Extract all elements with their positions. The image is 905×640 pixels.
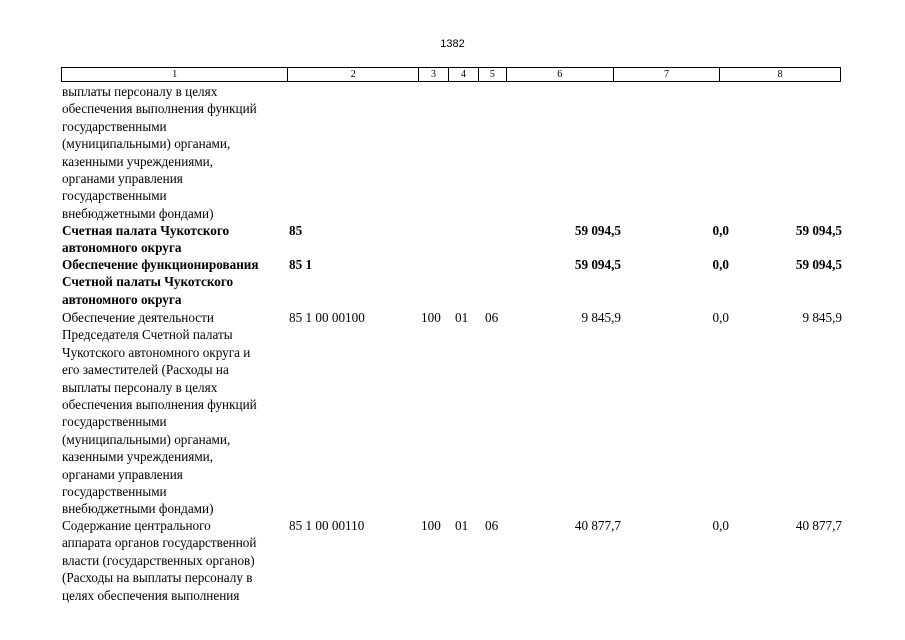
- row-amount: 40 877,7: [574, 518, 621, 533]
- description-line: Обеспечение деятельности: [62, 310, 214, 325]
- row-code: 85 1 00 00100: [289, 310, 365, 325]
- row-description: [62, 309, 289, 518]
- description-line: его заместителей (Расходы на: [62, 362, 229, 378]
- description-line: Председателя Счетной палаты: [62, 327, 233, 343]
- row-change: 0,0: [712, 257, 729, 272]
- row-total: 59 094,5: [795, 257, 842, 272]
- description-line: Счетная палата Чукотского: [62, 223, 230, 238]
- row-description: [62, 222, 289, 257]
- header-col-7: 7: [614, 68, 721, 81]
- description-line: внебюджетными фондами): [62, 501, 214, 517]
- description-line: целях обеспечения выполнения: [62, 587, 240, 603]
- row-code: 85: [289, 223, 303, 238]
- header-col-3: 3: [419, 68, 449, 81]
- header-col-5: 5: [479, 68, 507, 81]
- description-line: Чукотского автономного округа и: [62, 344, 251, 360]
- row-description: [62, 517, 289, 604]
- row-amount: 59 094,5: [574, 257, 621, 272]
- description-line: государственными: [62, 484, 167, 500]
- description-line: (Расходы на выплаты персоналу в: [62, 570, 253, 586]
- row-description: [62, 256, 289, 308]
- header-col-2: 2: [288, 68, 419, 81]
- description-line: выплаты персоналу в целях: [62, 84, 218, 99]
- table-header: [61, 67, 841, 82]
- page-number: 1382: [440, 38, 465, 50]
- description-line: органами управления: [62, 171, 183, 187]
- row-pr: 01: [455, 518, 469, 533]
- description-line: обеспечения выполнения функций: [62, 101, 257, 117]
- row-code: 85 1: [289, 257, 313, 272]
- row-vr: 06: [485, 310, 499, 325]
- description-line: власти (государственных органов): [62, 552, 255, 568]
- row-pr: 01: [455, 310, 469, 325]
- row-amount: 9 845,9: [581, 310, 621, 325]
- row-rz: 100: [421, 518, 441, 533]
- header-col-6: 6: [507, 68, 614, 81]
- description-line: органами управления: [62, 466, 183, 482]
- description-line: Обеспечение функционирования: [62, 257, 259, 272]
- header-col-1: 1: [62, 68, 288, 81]
- description-line: Содержание центрального: [62, 518, 211, 533]
- row-change: 0,0: [712, 310, 729, 325]
- description-line: автономного округа: [62, 240, 182, 256]
- header-col-4: 4: [449, 68, 479, 81]
- description-line: государственными: [62, 118, 167, 134]
- description-line: казенными учреждениями,: [62, 153, 214, 169]
- header-col-8: 8: [777, 69, 783, 80]
- description-line: (муниципальными) органами,: [62, 431, 231, 447]
- row-change: 0,0: [712, 518, 729, 533]
- row-total: 9 845,9: [802, 310, 842, 325]
- description-line: внебюджетными фондами): [62, 205, 214, 221]
- description-line: Счетной палаты Чукотского: [62, 274, 234, 290]
- row-rz: 100: [421, 310, 441, 325]
- description-line: государственными: [62, 188, 167, 204]
- row-total: 40 877,7: [795, 518, 842, 533]
- row-total: 59 094,5: [795, 223, 842, 238]
- description-line: выплаты персоналу в целях: [62, 379, 218, 395]
- description-line: (муниципальными) органами,: [62, 136, 231, 152]
- row-description: [62, 83, 289, 222]
- description-line: обеспечения выполнения функций: [62, 397, 257, 413]
- row-amount: 59 094,5: [574, 223, 621, 238]
- description-line: казенными учреждениями,: [62, 449, 214, 465]
- row-code: 85 1 00 00110: [289, 518, 365, 533]
- description-line: аппарата органов государственной: [62, 535, 257, 551]
- description-line: автономного округа: [62, 291, 182, 307]
- description-line: государственными: [62, 414, 167, 430]
- row-change: 0,0: [712, 223, 729, 238]
- row-vr: 06: [485, 518, 499, 533]
